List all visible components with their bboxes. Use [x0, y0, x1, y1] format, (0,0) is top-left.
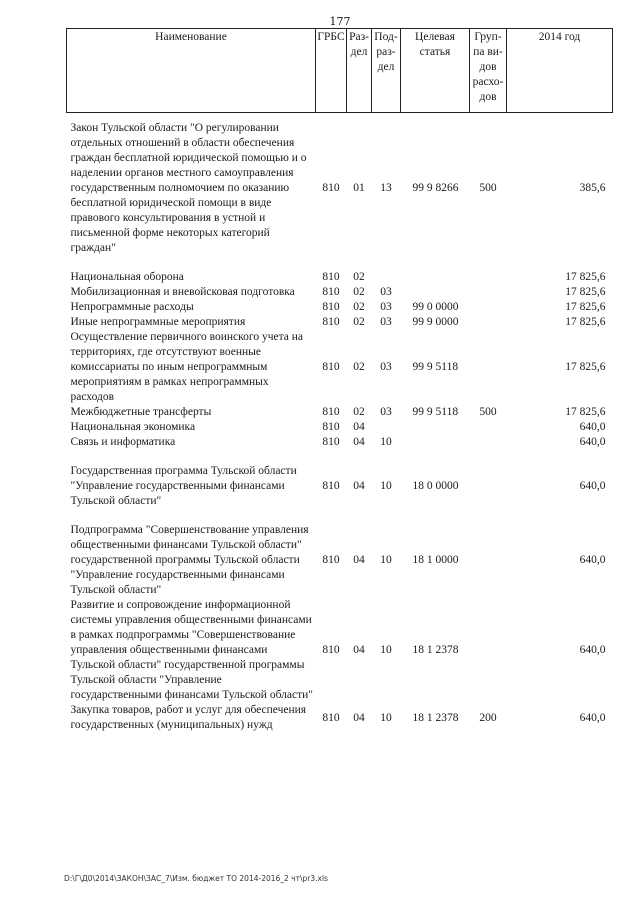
row-podrazdel: 10 [380, 480, 392, 492]
row-vr [470, 285, 507, 300]
row-name: Государственная программа Тульской области "Управление государственными финансами Тульской области" [70, 465, 297, 507]
spacer-cell [401, 113, 470, 122]
row-name: Национальная оборона [70, 271, 184, 283]
row-target: 99 9 0000 [412, 316, 459, 328]
table-row [67, 330, 613, 405]
spacer-cell [372, 450, 401, 464]
table-row [67, 285, 613, 300]
row-grbs: 810 [322, 406, 340, 418]
row-target: 18 0 0000 [412, 480, 459, 492]
row-grbs: 810 [322, 480, 340, 492]
row-vr: 200 [479, 711, 497, 724]
table-header [67, 29, 613, 113]
row-grbs: 810 [322, 271, 340, 283]
table-row [67, 435, 613, 450]
header-razdel: Раз-дел [347, 29, 372, 113]
row-spacer [67, 256, 613, 270]
row-vr [470, 270, 507, 285]
row-sum: 640,0 [579, 644, 606, 656]
row-vr [470, 464, 507, 509]
header-vr: Груп-па ви-дов расхо-дов [470, 29, 507, 113]
row-razdel: 02 [353, 406, 365, 418]
table-row [67, 270, 613, 285]
row-podrazdel: 10 [380, 711, 392, 724]
row-target: 18 1 2378 [412, 711, 459, 724]
row-grbs: 810 [322, 711, 340, 724]
header-name: Наименование [67, 29, 316, 113]
row-razdel: 02 [353, 316, 365, 328]
row-grbs: 810 [322, 554, 340, 566]
table-row [67, 405, 613, 420]
row-podrazdel: 03 [380, 406, 392, 418]
table-row [67, 464, 613, 509]
row-vr [470, 598, 507, 703]
row-grbs: 810 [322, 182, 340, 194]
row-razdel: 02 [353, 301, 365, 313]
row-sum: 17 825,6 [565, 316, 606, 328]
row-razdel: 02 [353, 271, 365, 283]
row-razdel: 04 [353, 480, 365, 492]
row-target [401, 435, 470, 450]
spacer-cell [507, 113, 613, 122]
spacer-cell [372, 256, 401, 270]
row-name: Мобилизационная и вневойсковая подготовка [70, 286, 295, 298]
row-grbs: 810 [322, 361, 340, 373]
header-target: Целевая статья [401, 29, 470, 113]
header-grbs: ГРБС [316, 29, 347, 113]
row-name: Подпрограмма "Совершенствование управления общественными финансами Тульской области" государственной программы Тульской области "Управление государственными финансами Тульской области" [70, 524, 309, 596]
row-vr: 500 [479, 406, 497, 418]
spacer-cell [347, 509, 372, 523]
row-sum: 17 825,6 [565, 361, 606, 373]
row-name: Закон Тульской области "О регулировании отдельных отношений в области обеспечения граждан бесплатной юридической помощью и о наделении органов местного самоуправления государственным полномочием по оказанию бесплатной юридической помощи в виде правового консультирования в устной и письменной форме некоторых категорий граждан" [70, 122, 307, 254]
row-grbs: 810 [322, 301, 340, 313]
spacer-cell [316, 509, 347, 523]
file-path-footer: D:\Г\Д0\2014\ЗАКОН\ЗАС_7\Изм. бюджет ТО 2014-2016_2 чт\pr3.xls [64, 874, 328, 883]
row-target: 18 1 2378 [412, 644, 459, 656]
row-podrazdel [372, 420, 401, 435]
row-sum: 640,0 [579, 711, 606, 724]
spacer-cell [316, 256, 347, 270]
budget-table [66, 28, 613, 733]
spacer-cell [316, 450, 347, 464]
row-podrazdel: 03 [380, 286, 392, 298]
page-number: 177 [329, 15, 351, 28]
row-razdel: 04 [353, 711, 365, 724]
spacer-cell [372, 113, 401, 122]
spacer-cell [67, 509, 316, 523]
row-target: 99 9 8266 [412, 182, 459, 194]
header-podrazdel: Под-раз-дел [372, 29, 401, 113]
row-target: 99 9 5118 [412, 406, 459, 418]
row-target [401, 285, 470, 300]
row-podrazdel: 13 [380, 182, 392, 194]
row-name: Закупка товаров, работ и услуг для обеспечения государственных (муниципальных) нужд [70, 704, 307, 731]
row-name: Иные непрограммные мероприятия [70, 316, 246, 328]
row-target [401, 420, 470, 435]
row-podrazdel: 10 [380, 436, 392, 448]
row-name: Осуществление первичного воинского учета на территориях, где отсутствуют военные комиссариаты по иным непрограммным мероприятиям в рамках непрограммных расходов [70, 331, 303, 403]
row-razdel: 04 [353, 436, 365, 448]
row-sum: 640,0 [579, 480, 606, 492]
row-spacer [67, 450, 613, 464]
spacer-cell [470, 113, 507, 122]
table-body [67, 113, 613, 734]
row-podrazdel: 10 [380, 554, 392, 566]
row-vr [470, 435, 507, 450]
table-row [67, 598, 613, 703]
row-podrazdel: 03 [380, 316, 392, 328]
spacer-cell [401, 509, 470, 523]
row-grbs: 810 [322, 436, 340, 448]
row-podrazdel [372, 270, 401, 285]
row-podrazdel: 03 [380, 361, 392, 373]
spacer-cell [347, 256, 372, 270]
spacer-cell [372, 509, 401, 523]
row-target: 18 1 0000 [412, 554, 459, 566]
table-row [67, 523, 613, 598]
row-sum: 640,0 [579, 436, 606, 448]
row-target: 99 9 5118 [412, 361, 459, 373]
row-sum: 640,0 [579, 421, 606, 433]
row-name: Связь и информатика [70, 436, 176, 448]
row-spacer [67, 509, 613, 523]
spacer-cell [401, 450, 470, 464]
row-spacer [67, 113, 613, 122]
row-razdel: 02 [353, 361, 365, 373]
spacer-cell [316, 113, 347, 122]
row-name: Межбюджетные трансферты [70, 406, 212, 418]
table-row [67, 420, 613, 435]
row-name: Развитие и сопровождение информационной системы управления общественными финансами в рамках подпрограммы "Совершенствование управления общественными финансами Тульской области" государственной программы Тульской области "Управление государственными финансами Тульской области" [70, 599, 313, 701]
spacer-cell [347, 450, 372, 464]
row-razdel: 04 [353, 554, 365, 566]
row-razdel: 04 [353, 421, 365, 433]
spacer-cell [67, 450, 316, 464]
row-sum: 640,0 [579, 554, 606, 566]
row-razdel: 02 [353, 286, 365, 298]
spacer-cell [470, 256, 507, 270]
spacer-cell [507, 509, 613, 523]
spacer-cell [67, 113, 316, 122]
row-name: Национальная экономика [70, 421, 196, 433]
spacer-cell [507, 256, 613, 270]
table-row [67, 703, 613, 733]
row-razdel: 01 [353, 182, 365, 194]
row-sum: 17 825,6 [565, 271, 606, 283]
row-name: Непрограммные расходы [70, 301, 194, 313]
row-podrazdel: 03 [380, 301, 392, 313]
table-row [67, 121, 613, 256]
row-sum: 17 825,6 [565, 286, 606, 298]
spacer-cell [507, 450, 613, 464]
row-grbs: 810 [322, 286, 340, 298]
spacer-cell [67, 256, 316, 270]
row-razdel: 04 [353, 644, 365, 656]
row-sum: 385,6 [579, 182, 606, 194]
table-row [67, 300, 613, 315]
row-vr [470, 330, 507, 405]
spacer-cell [347, 113, 372, 122]
table-row [67, 315, 613, 330]
row-podrazdel: 10 [380, 644, 392, 656]
row-grbs: 810 [322, 316, 340, 328]
spacer-cell [470, 450, 507, 464]
row-vr [470, 420, 507, 435]
row-vr [470, 523, 507, 598]
row-vr: 500 [479, 182, 497, 194]
row-grbs: 810 [322, 421, 340, 433]
row-sum: 17 825,6 [565, 301, 606, 313]
header-sum: 2014 год [507, 29, 613, 113]
row-vr [470, 300, 507, 315]
row-target [401, 270, 470, 285]
row-vr [470, 315, 507, 330]
spacer-cell [401, 256, 470, 270]
row-sum: 17 825,6 [565, 406, 606, 418]
row-target: 99 0 0000 [412, 301, 459, 313]
spacer-cell [470, 509, 507, 523]
row-grbs: 810 [322, 644, 340, 656]
